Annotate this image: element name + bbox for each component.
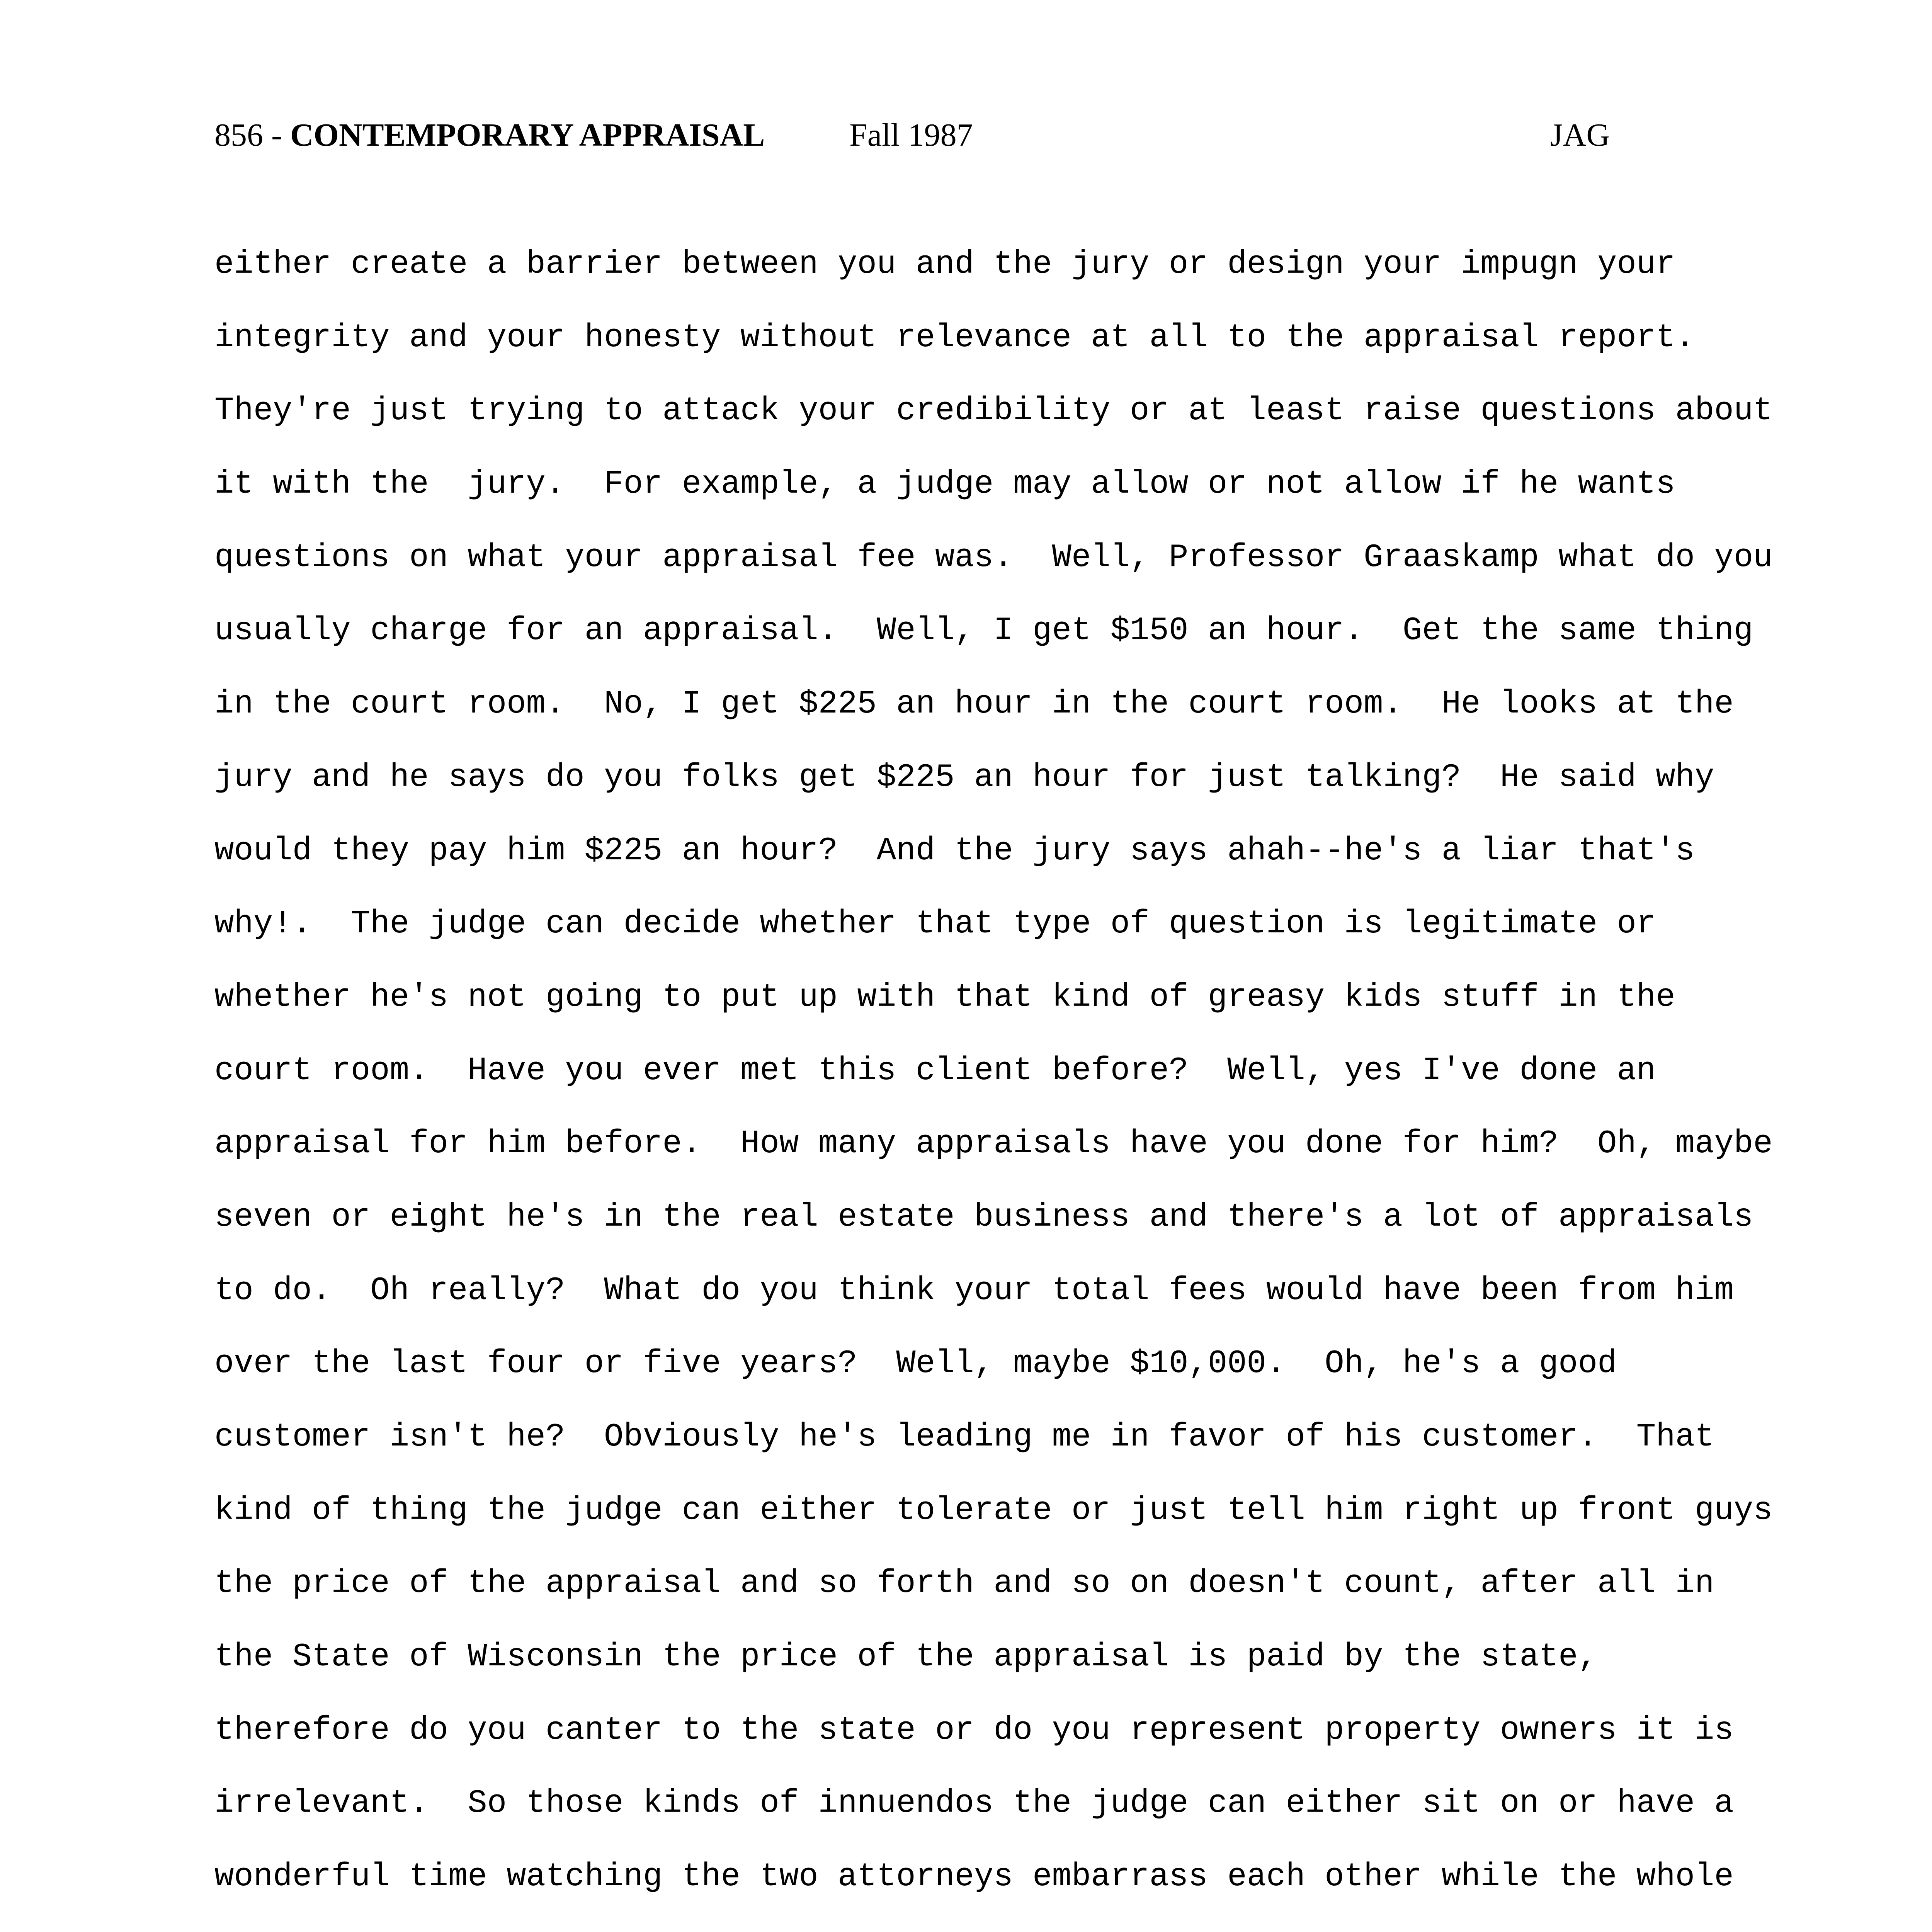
text-line: why!. The judge can decide whether that type of question is legitimate or [214, 906, 1656, 943]
running-header [0, 114, 1932, 156]
text-line: seven or eight he's in the real estate business and there's a lot of appraisals [214, 1199, 1753, 1236]
text-line [214, 1914, 1799, 1932]
text-line: it with the jury. For example, a judge may allow or not allow if he wants [214, 466, 1675, 503]
text-line: appraisal for him before. How many appraisals have you done for him? Oh, maybe [214, 1126, 1773, 1163]
text-line: integrity and your honesty without relevance at all to the appraisal report. [214, 319, 1695, 356]
text-line: whether he's not going to put up with that kind of greasy kids stuff in the [214, 979, 1675, 1016]
text-line: kind of thing the judge can either tolerate or just tell him right up front guys [214, 1492, 1773, 1529]
header-course-title: CONTEMPORARY APPRAISAL [290, 117, 765, 153]
text-line: court room. Have you ever met this client before? Well, yes I've done an [214, 1052, 1656, 1089]
text-line: usually charge for an appraisal. Well, I get $150 an hour. Get the same thing [214, 612, 1753, 650]
header-page-prefix: 856 - [214, 117, 290, 153]
text-line: over the last four or five years? Well, maybe $10,000. Oh, he's a good [214, 1345, 1617, 1383]
text-line: the price of the appraisal and so forth and so on doesn't count, after all in [214, 1565, 1714, 1602]
header-author-initials: JAG [1550, 117, 1610, 153]
header-term: Fall 1987 [849, 117, 973, 153]
text-line: customer isn't he? Obviously he's leading me in favor of his customer. That [214, 1419, 1714, 1456]
header-course [214, 114, 765, 156]
text-line: to do. Oh really? What do you think your total fees would have been from him [214, 1272, 1734, 1309]
text-line: wonderful time watching the two attorneys embarrass each other while the whole [214, 1859, 1734, 1896]
text-line: would they pay him $225 an hour? And the jury says ahah--he's a liar that's [214, 832, 1695, 869]
transcript-body [214, 228, 1799, 1932]
text-line: irrelevant. So those kinds of innuendos the judge can either sit on or have a [214, 1785, 1734, 1822]
text-line: They're just trying to attack your credibility or at least raise questions about [214, 393, 1773, 430]
text-line: in the court room. No, I get $225 an hour in the court room. He looks at the [214, 686, 1734, 723]
text-line: questions on what your appraisal fee was. Well, Professor Graaskamp what do you [214, 539, 1773, 576]
text-line: either create a barrier between you and the jury or design your impugn your [214, 246, 1675, 283]
text-line: the State of Wisconsin the price of the appraisal is paid by the state, [214, 1639, 1597, 1676]
text-line: jury and he says do you folks get $225 an hour for just talking? He said why [214, 759, 1714, 796]
text-line: therefore do you canter to the state or do you represent property owners it is [214, 1712, 1734, 1749]
